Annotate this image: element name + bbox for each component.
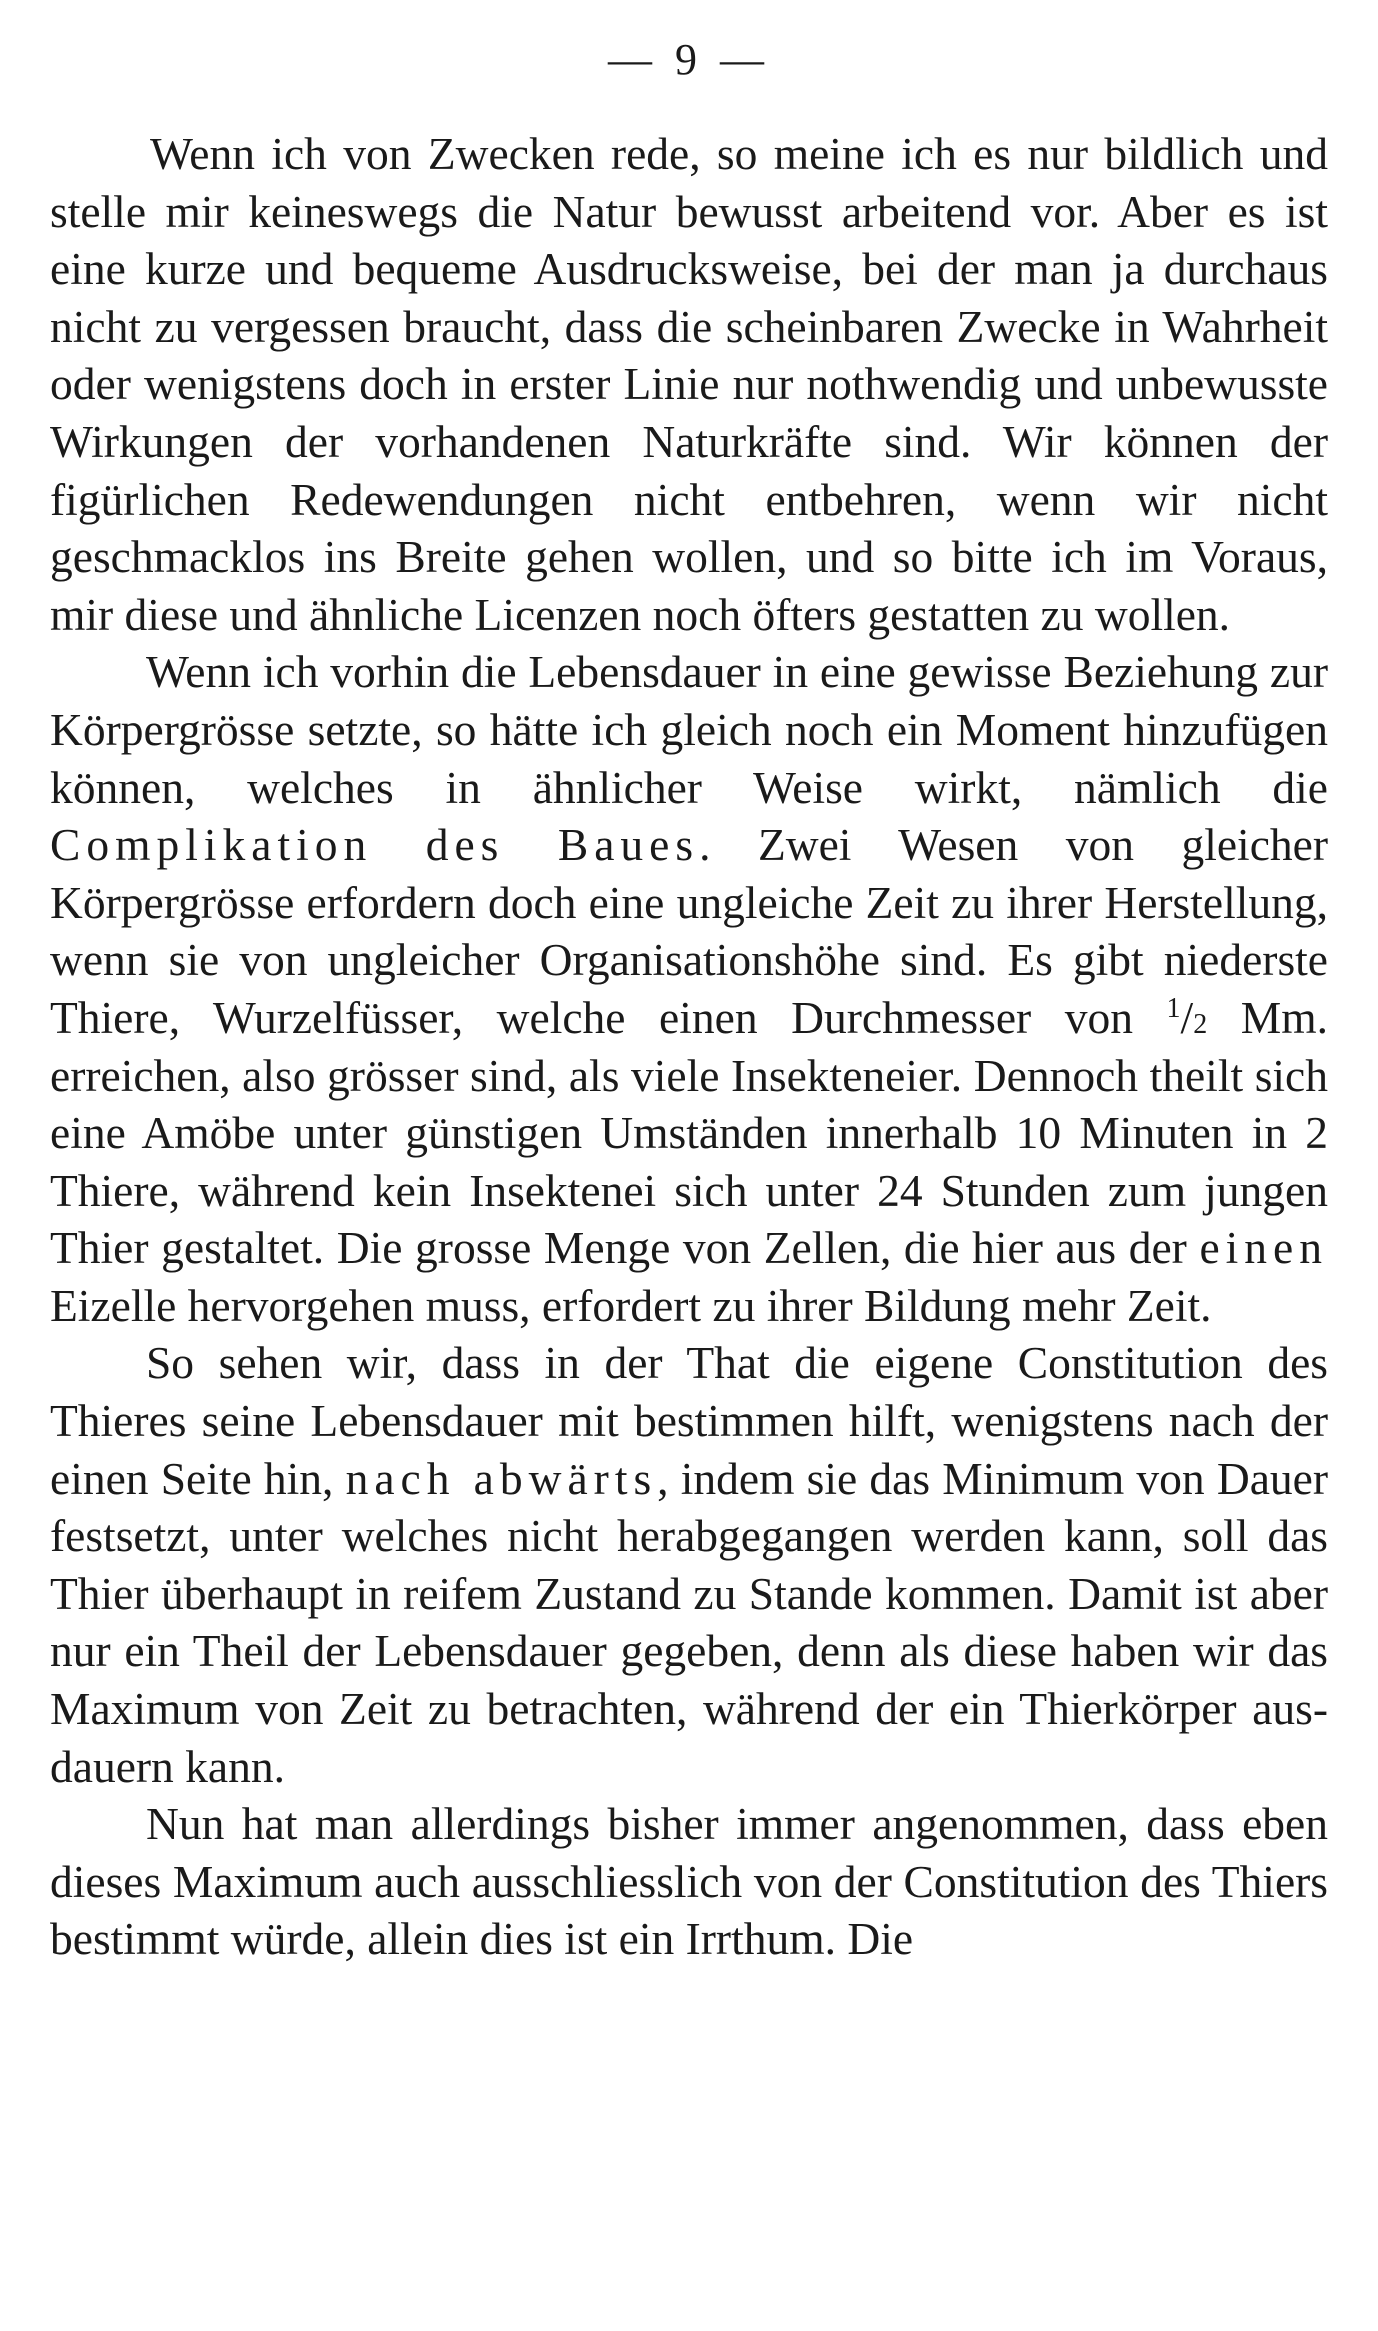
paragraph-text: Eizelle hervorgehen muss, erfordert zu ihrer Bildung mehr Zeit.: [50, 1279, 1212, 1331]
paragraph-3: [50, 1334, 1328, 1795]
paragraph-2: [50, 643, 1328, 1334]
page-number: — 9 —: [608, 35, 770, 84]
paragraph-text: Mm. erreichen, also grösser sind, als viele Insekteneier. Dennoch theilt sich eine Amöbe unter günstigen Umständen innerhalb 10 Minuten in 2 Thiere, während kein Insektenei sich unter 24 Stunden zum jungen Thier gestaltet. Die grosse Menge von Zellen, die hier aus der: [50, 991, 1328, 1274]
fraction-slash: /: [1180, 991, 1194, 1043]
paragraph-text: So sehen wir, dass in der That die eigene Constitution des Thieres seine Lebensdauer mit bestimmen hilft, wenigstens nach der einen Seite hin,: [50, 1337, 1328, 1504]
paragraph-text: Wenn ich vorhin die Lebensdauer in eine gewisse Beziehung zur Körpergrösse setzte, so hätte ich gleich noch ein Moment hinzufügen können, welches in ähnlicher Weise wirkt, nämlich die: [50, 646, 1328, 813]
emphasized-text: Complikation des Baues: [50, 819, 700, 871]
fraction-numerator: 1: [1166, 992, 1181, 1024]
emphasized-text: einen: [1199, 1222, 1328, 1274]
paragraph-text: Nun hat man allerdings bisher immer angenommen, dass eben dieses Maximum auch ausschliesslich von der Constitution des Thiers bestimmt würde, allein dies ist ein Irrthum. Die: [50, 1798, 1328, 1965]
emphasized-text: nach abwärts: [345, 1452, 658, 1504]
paragraph-text: . Zwei Wesen von gleicher Körpergrösse erfordern doch eine ungleiche Zeit zu ihrer Herstellung, wenn sie von ungleicher Organisationshöhe sind. Es gibt niederste Thiere, Wurzelfüsser, welche einen Durchmesser von: [50, 819, 1328, 1043]
paragraph-text: , indem sie das Minimum von Dauer festsetzt, unter welches nicht herabgegangen werden kann, soll das Thier überhaupt in reifem Zustand zu Stande kommen. Damit ist aber nur ein Theil der Lebensdauer gegeben, denn als diese haben wir das Maximum von Zeit zu betrachten, während der ein Thierkörper ausdauern kann.: [50, 1452, 1328, 1792]
paragraph-1: [50, 125, 1328, 643]
paragraph-4: [50, 1795, 1328, 1968]
paragraph-text: Wenn ich von Zwecken rede, so meine ich es nur bildlich und stelle mir keineswegs die Natur bewusst arbeitend vor. Aber es ist eine kurze und bequeme Ausdrucksweise, bei der man ja durchaus nicht zu vergessen braucht, dass die scheinbaren Zwecke in Wahrheit oder wenigstens doch in erster Linie nur nothwendig und unbewusste Wirkungen der vorhandenen Naturkräfte sind. Wir können der figürlichen Redewendungen nicht entbehren, wenn wir nicht geschmacklos ins Breite gehen wollen, und so bitte ich im Voraus, mir diese und ähnliche Licenzen noch öfters gestatten zu wollen.: [50, 128, 1328, 640]
fraction-denominator: 2: [1193, 1008, 1208, 1040]
body-text: [50, 125, 1328, 1968]
